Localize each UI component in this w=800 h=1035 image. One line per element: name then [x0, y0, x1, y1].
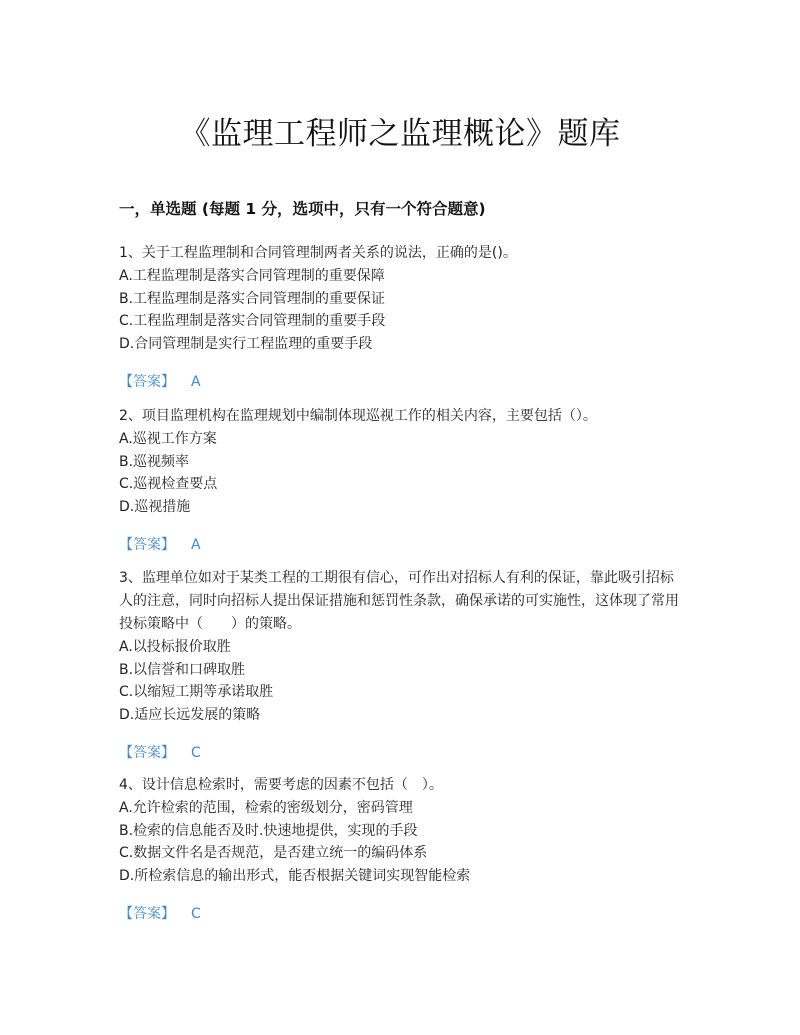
option-a: A.以投标报价取胜	[119, 639, 231, 655]
option-d: D.合同管理制是实行工程监理的重要手段	[119, 335, 373, 352]
option-a: A.巡视工作方案	[119, 431, 217, 447]
option-a: A.允许检索的范围，检索的密级划分，密码管理	[119, 800, 413, 816]
answer-value: C	[191, 745, 201, 761]
answer-row	[119, 903, 685, 925]
answer-label: 【答案】	[119, 906, 175, 922]
document-title: 《监理工程师之监理概论》题库	[179, 116, 621, 152]
option-b: B.以信誉和口碑取胜	[119, 661, 246, 678]
answer-value: C	[191, 906, 201, 922]
question-stem: 4、设计信息检索时，需要考虑的因素不包括（ ）。	[119, 777, 443, 793]
question-stem: 3、监理单位如对于某类工程的工期很有信心，可作出对招标人有利的保证，靠此吸引招标人的注意，同时向招标人提出保证措施和惩罚性条款，确保承诺的可实施性，这体现了常用投标策略中（ ）的策略。	[119, 570, 679, 632]
answer-label: 【答案】	[119, 537, 175, 553]
question-2	[119, 405, 685, 556]
answer-row	[119, 534, 685, 556]
option-c: C.工程监理制是落实合同管理制的重要手段	[119, 313, 386, 329]
option-b: B.检索的信息能否及时.快速地提供，实现的手段	[119, 822, 418, 839]
answer-row	[119, 371, 685, 393]
question-4	[119, 774, 685, 925]
question-stem: 1、关于工程监理制和合同管理制两者关系的说法，正确的是()。	[119, 245, 517, 261]
option-a: A.工程监理制是落实合同管理制的重要保障	[119, 268, 385, 284]
answer-row	[119, 742, 685, 764]
option-c: C.数据文件名是否规范，是否建立统一的编码体系	[119, 845, 428, 861]
question-3	[119, 567, 685, 764]
option-b: B.工程监理制是落实合同管理制的重要保证	[119, 290, 386, 307]
question-stem: 2、项目监理机构在监理规划中编制体现巡视工作的相关内容，主要包括（）。	[119, 408, 597, 424]
question-1	[119, 242, 685, 393]
answer-value: A	[191, 537, 201, 553]
option-d: D.适应长远发展的策略	[119, 706, 261, 723]
answer-value: A	[191, 374, 201, 390]
answer-label: 【答案】	[119, 374, 175, 390]
section-heading: 一，单选题 (每题 1 分，选项中，只有一个符合题意)	[119, 200, 486, 218]
option-b: B.巡视频率	[119, 453, 190, 470]
option-d: D.巡视措施	[119, 498, 191, 515]
answer-label: 【答案】	[119, 745, 175, 761]
option-d: D.所检索信息的输出形式，能否根据关键词实现智能检索	[119, 867, 471, 884]
option-c: C.以缩短工期等承诺取胜	[119, 684, 274, 700]
option-c: C.巡视检查要点	[119, 476, 218, 492]
